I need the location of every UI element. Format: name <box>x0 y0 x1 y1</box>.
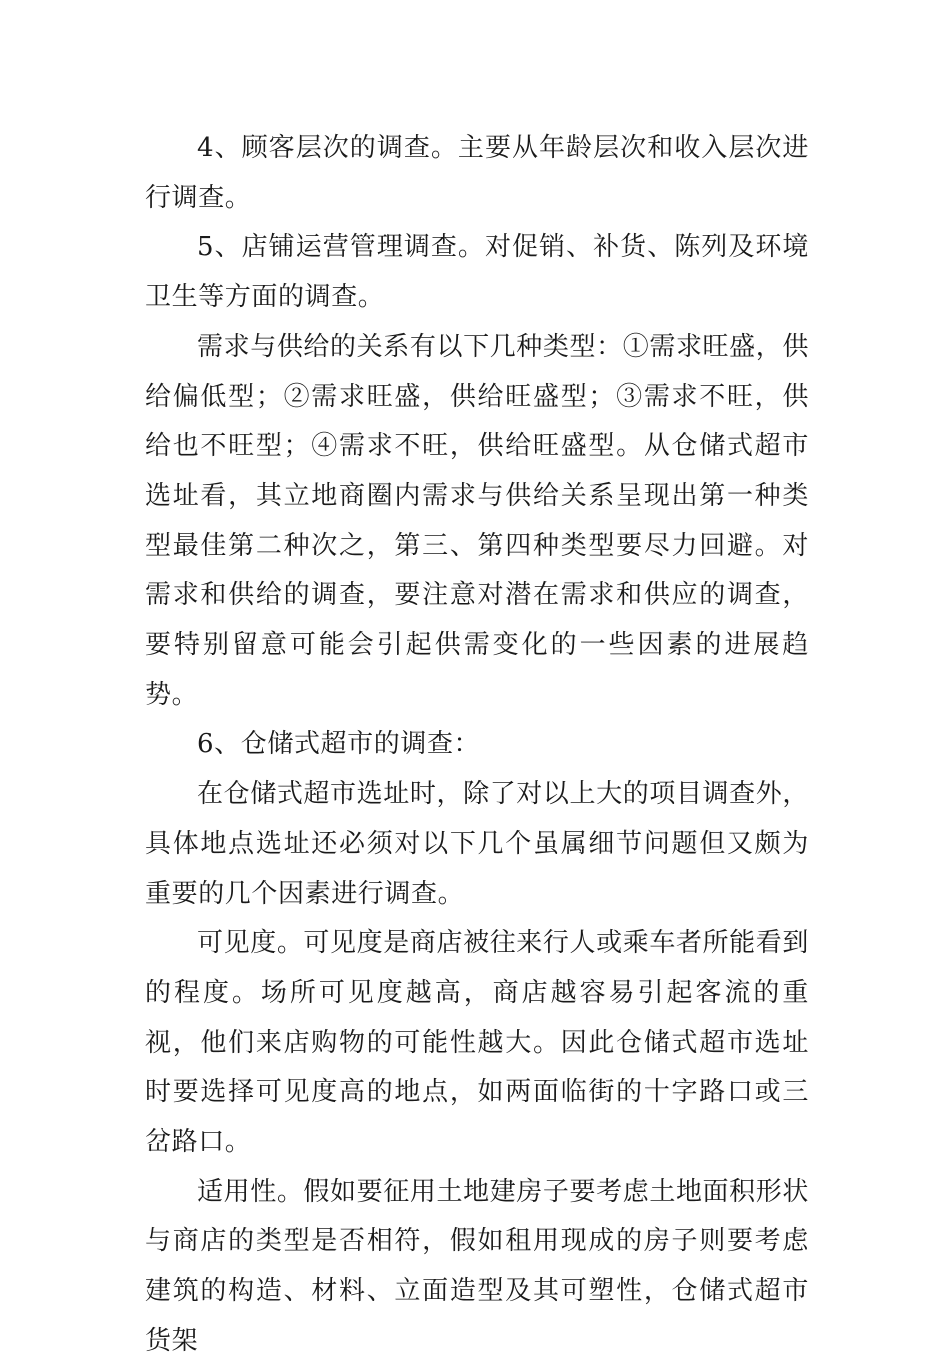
paragraph-site-selection-details: 在仓储式超市选址时，除了对以上大的项目调查外，具体地点选址还必须对以下几个虽属细节问题但又颇为重要的几个因素进行调查。 <box>145 779 809 909</box>
paragraph-supply-demand-types: 需求与供给的关系有以下几种类型：①需求旺盛，供给偏低型；②需求旺盛，供给旺盛型；③需求不旺，供给也不旺型；④需求不旺，供给旺盛型。从仓储式超市选址看，其立地商圈内需求与供给关系呈现出第一种类型最佳第二种次之，第三、第四种类型要尽力回避。对需求和供给的调查，要注意对潜在需求和供应的调查，要特别留意可能会引起供需变化的一些因素的进展趋势。 <box>145 331 809 710</box>
paragraph-visibility: 可见度。可见度是商店被往来行人或乘车者所能看到的程度。场所可见度越高，商店越容易引起客流的重视，他们来店购物的可能性越大。因此仓储式超市选址时要选择可见度高的地点，如两面临街的十字路口或三岔路口。 <box>145 928 809 1158</box>
paragraph-suitability: 适用性。假如要征用土地建房子要考虑土地面积形状与商店的类型是否相符，假如租用现成的房子则要考虑建筑的构造、材料、立面造型及其可塑性，仓储式超市货架 <box>145 1176 809 1356</box>
paragraph-warehouse-supermarket-survey-heading: 6、仓储式超市的调查： <box>197 729 481 760</box>
paragraph-store-operation-survey: 5、店铺运营管理调查。对促销、补货、陈列及环境卫生等方面的调查。 <box>145 232 809 313</box>
paragraph-customer-level-survey: 4、顾客层次的调查。主要从年龄层次和收入层次进行调查。 <box>145 133 809 213</box>
document-body <box>145 124 809 1367</box>
